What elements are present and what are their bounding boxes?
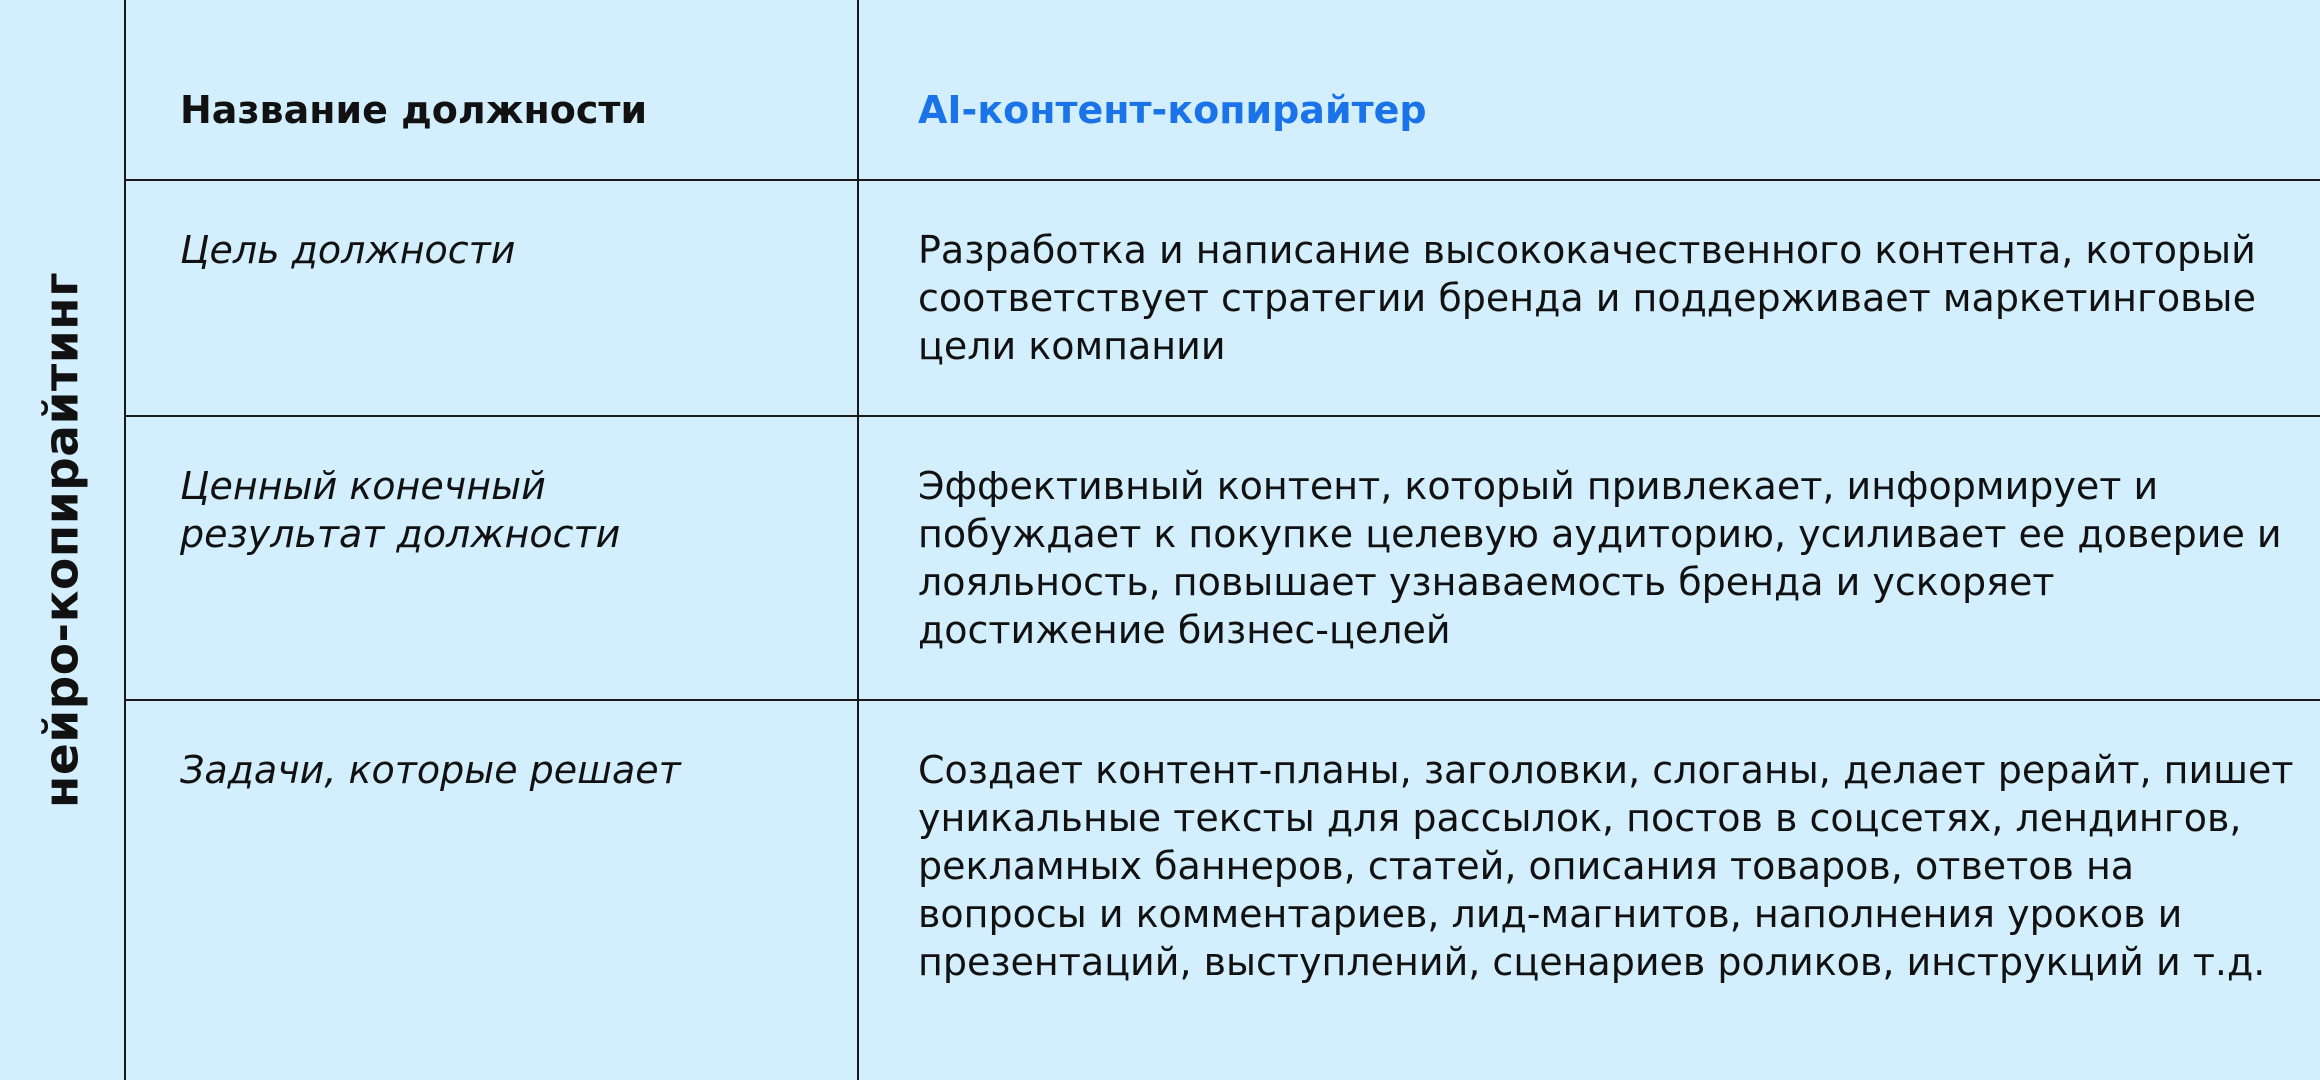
row-label-result: Ценный конечный результат должности xyxy=(180,464,621,556)
side-label-area xyxy=(0,0,125,1080)
header-label: Название должности xyxy=(180,88,648,132)
row-label-goal: Цель должности xyxy=(180,228,516,272)
row-divider-1 xyxy=(125,179,2320,181)
row-value-result: Эффективный контент, который привлекает, информирует и побуждает к покупке целевую аудиторию, усиливает ее доверие и лояльность, повышает узнаваемость бренда и ускоряет достижение бизнес-целей xyxy=(918,464,2282,652)
table-border-left xyxy=(124,0,126,1080)
row-value-tasks: Создает контент-планы, заголовки, слоганы, делает рерайт, пишет уникальные тексты для рассылок, постов в соцсетях, лендингов, рекламных баннеров, статей, описания товаров, ответов на вопросы и комментариев, лид-магнитов, наполнения уроков и презентаций, выступлений, сценариев роликов, инструкций и т.д. xyxy=(918,748,2294,984)
row-value-goal: Разработка и написание высококачественного контента, который соответствует стратегии бренда и поддерживает маркетинговые цели компании xyxy=(918,228,2256,368)
header-value: AI-контент-копирайтер xyxy=(918,88,1427,132)
side-label: нейро-копирайтинг xyxy=(34,271,90,809)
column-divider xyxy=(857,0,859,1080)
row-label-tasks: Задачи, которые решает xyxy=(180,748,681,792)
row-divider-3 xyxy=(125,699,2320,701)
row-divider-2 xyxy=(125,415,2320,417)
